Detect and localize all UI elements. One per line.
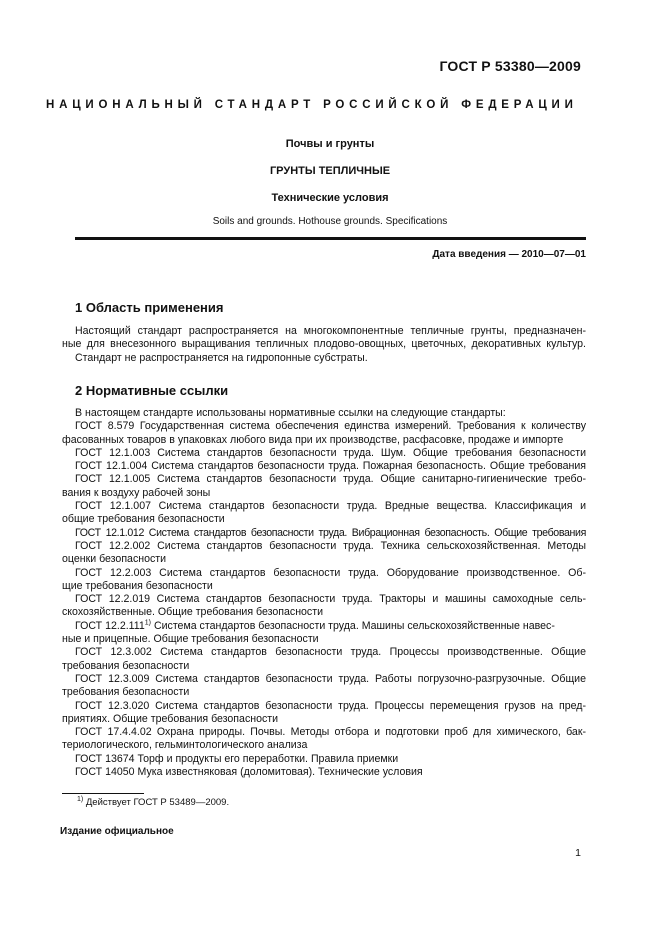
paragraph-line: Настоящий стандарт распространяется на многокомпонентные тепличные грунты, предназначен- [75, 325, 586, 337]
reference-line: скохозяйственные. Общие требования безопасности [62, 606, 323, 619]
reference-line-with-footnote [75, 620, 586, 633]
reference-line: ГОСТ 13674 Торф и продукты его переработки. Правила приемки [75, 752, 399, 765]
reference-line: фасованных товаров в упаковках любого вида при их производстве, расфасовке, продаже и импорте [62, 433, 564, 446]
page-number: 1 [575, 847, 581, 859]
official-edition-label: Издание официальное [60, 826, 174, 837]
footnote-text: Действует ГОСТ Р 53489—2009. [85, 797, 230, 808]
reference-line: ные и прицепные. Общие требования безопасности [62, 633, 319, 646]
subject-line: Почвы и грунты [285, 138, 375, 150]
title-divider [75, 237, 586, 240]
reference-line: ГОСТ 12.1.003 Система стандартов безопасности труда. Шум. Общие требования безопасности [75, 446, 586, 459]
reference-line: ГОСТ 12.3.002 Система стандартов безопасности труда. Процессы производственные. Общие [75, 646, 586, 659]
reference-line: ГОСТ 12.1.007 Система стандартов безопасности труда. Вредные вещества. Классификация и [75, 500, 586, 513]
english-title: Soils and grounds. Hothouse grounds. Specifications [212, 216, 448, 227]
reference-line: ГОСТ 12.1.012 Система стандартов безопасности труда. Вибрационная безопасность. Общие требования [75, 526, 586, 539]
reference-code: ГОСТ 12.2.111 [75, 619, 145, 632]
reference-line: ГОСТ 12.2.003 Система стандартов безопасности труда. Оборудование производственное. Об- [75, 566, 586, 579]
reference-line: приятиях. Общие требования безопасности [62, 712, 279, 725]
paragraph-line: В настоящем стандарте использованы нормативные ссылки на следующие стандарты: [75, 407, 506, 419]
reference-line: териологического, гельминтологического анализа [62, 739, 308, 752]
reference-line: ГОСТ 14050 Мука известняковая (доломитовая). Технические условия [75, 766, 423, 779]
section-2-body [62, 407, 586, 779]
footnote-marker: 1) [144, 619, 151, 627]
national-standard-banner: НАЦИОНАЛЬНЫЙ СТАНДАРТ РОССИЙСКОЙ ФЕДЕРАЦИИ [46, 99, 578, 111]
paragraph-line: ные для внесезонного выращивания тепличных плодово-овощных, цветочных, декоративных культур. [62, 338, 586, 351]
reference-line: общие требования безопасности [62, 513, 225, 526]
reference-text: Система стандартов безопасности труда. Машины сельскохозяйственные навес- [153, 619, 555, 632]
reference-line: ГОСТ 17.4.4.02 Охрана природы. Почвы. Методы отбора и подготовки проб для химического, бак- [75, 726, 586, 739]
document-subtitle: Технические условия [271, 192, 389, 204]
reference-line: требования безопасности [62, 659, 190, 672]
introduction-date: Дата введения — 2010—07—01 [432, 249, 586, 260]
reference-line: щие требования безопасности [62, 579, 213, 592]
footnote-divider [62, 793, 144, 794]
reference-line: вания к воздуху рабочей зоны [62, 486, 211, 499]
reference-line: ГОСТ 12.3.009 Система стандартов безопасности труда. Работы погрузочно-разгрузочные. Общие [75, 672, 586, 685]
reference-line: ГОСТ 12.2.002 Система стандартов безопасности труда. Техника сельскохозяйственная. Методы [75, 539, 586, 552]
paragraph-line: Стандарт не распространяется на гидропонные субстраты. [75, 351, 368, 364]
reference-line: ГОСТ 12.2.019 Система стандартов безопасности труда. Тракторы и машины самоходные сель- [75, 593, 586, 606]
reference-line: ГОСТ 12.1.004 Система стандартов безопасности труда. Пожарная безопасность. Общие требования [75, 460, 586, 473]
footnote-marker: 1) [77, 795, 84, 803]
section-1-heading: 1 Область применения [75, 300, 224, 315]
document-title: ГРУНТЫ ТЕПЛИЧНЫЕ [269, 165, 391, 177]
reference-line: ГОСТ 12.3.020 Система стандартов безопасности труда. Процессы перемещения грузов на пред- [75, 699, 586, 712]
reference-line: ГОСТ 12.1.005 Система стандартов безопасности труда. Общие санитарно-гигиенические требо- [75, 473, 586, 486]
reference-line: ГОСТ 8.579 Государственная система обеспечения единства измерений. Требования к количеству [75, 420, 586, 433]
section-2-heading: 2 Нормативные ссылки [75, 383, 229, 398]
footnote [77, 797, 229, 808]
document-number: ГОСТ Р 53380—2009 [439, 58, 581, 74]
reference-line: требования безопасности [62, 686, 190, 699]
reference-line: оценки безопасности [62, 553, 167, 566]
section-1-body [62, 325, 586, 365]
